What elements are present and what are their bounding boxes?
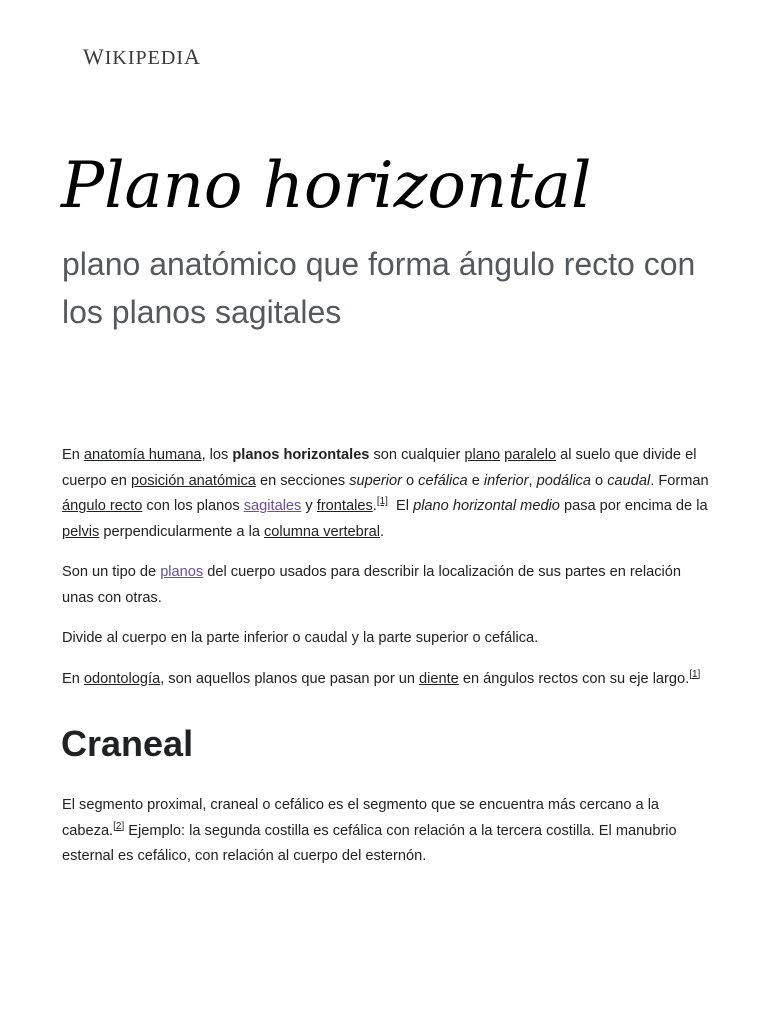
- link-planos[interactable]: planos: [160, 564, 204, 580]
- text: .: [380, 523, 385, 540]
- reference-link-2[interactable]: [2]: [113, 820, 125, 832]
- text: . Forman: [650, 472, 709, 489]
- text: y: [301, 498, 317, 514]
- link-pelvis[interactable]: pelvis: [62, 523, 100, 540]
- paragraph-craneal: [62, 793, 712, 870]
- link-diente[interactable]: diente: [419, 670, 459, 687]
- link-paralelo[interactable]: paralelo: [504, 447, 557, 463]
- paragraph-tipo: [62, 560, 712, 611]
- article-body: [62, 443, 712, 885]
- section-heading-craneal: Craneal: [61, 723, 194, 764]
- text: del cuerpo usados para describir la localización de sus partes en relación unas con otras.: [62, 564, 682, 606]
- text: en secciones: [255, 472, 350, 489]
- italic-term: cefálica: [418, 472, 468, 489]
- page-subtitle: plano anatómico que forma ángulo recto con los planos sagitales: [62, 246, 696, 330]
- reference-link-1[interactable]: [1]: [689, 668, 701, 680]
- link-columna-vertebral[interactable]: columna vertebral: [264, 523, 380, 540]
- italic-term: inferior: [483, 472, 529, 489]
- paragraph-divide: Divide al cuerpo en la parte inferior o caudal y la parte superior o cefálica.: [62, 630, 539, 646]
- paragraph-odontologia: [62, 667, 712, 693]
- text: pasa por encima de la: [559, 498, 708, 514]
- link-posicion-anatomica[interactable]: posición anatómica: [130, 472, 256, 489]
- text: En: [62, 447, 84, 463]
- italic-term: plano horizontal medio: [413, 498, 560, 514]
- wikipedia-logo[interactable]: [83, 44, 201, 70]
- page-title: Plano horizontal: [61, 149, 592, 223]
- text: El: [387, 498, 414, 514]
- text: con los planos: [142, 498, 244, 514]
- reference: [377, 496, 388, 507]
- italic-term: podálica: [536, 472, 591, 489]
- logo-letter: A: [183, 44, 201, 69]
- link-angulo-recto[interactable]: ángulo recto: [62, 498, 143, 514]
- text: ,: [528, 472, 537, 489]
- reference: [113, 821, 124, 832]
- link-anatomia-humana[interactable]: anatomía humana: [83, 447, 202, 463]
- text: e: [467, 472, 484, 489]
- reference: [689, 669, 700, 680]
- link-plano[interactable]: plano: [464, 447, 501, 463]
- text: en ángulos rectos con su eje largo.: [458, 670, 690, 687]
- paragraph-intro: [62, 443, 712, 545]
- link-sagitales[interactable]: sagitales: [243, 498, 302, 514]
- text: En: [62, 670, 84, 687]
- text: , son aquellos planos que pasan por un: [160, 670, 420, 687]
- logo-letter: W: [83, 44, 105, 69]
- link-odontologia[interactable]: odontología: [83, 670, 161, 687]
- link-frontales[interactable]: frontales: [316, 498, 373, 514]
- text: perpendicularmente a la: [99, 523, 264, 540]
- italic-term: caudal: [607, 472, 651, 489]
- text: al suelo que divide el cuerpo en: [62, 447, 697, 489]
- text: o: [401, 472, 419, 489]
- logo-letters: IKIPEDI: [104, 47, 184, 69]
- text: .: [372, 498, 377, 514]
- bold-term: planos horizontales: [232, 447, 370, 463]
- italic-term: superior: [349, 472, 402, 489]
- text: Ejemplo: la segunda costilla es cefálica con relación a la tercera costilla. El manubrio esternal es cefálico, con relación al cuerpo del esternón.: [62, 822, 677, 865]
- text: El segmento proximal, craneal o cefálico es el segmento que se encuentra más cercano a la cabeza.: [62, 797, 660, 839]
- text: o: [590, 472, 608, 489]
- text: son cualquier: [369, 447, 465, 463]
- text: Son un tipo de: [62, 564, 161, 580]
- text: , los: [201, 447, 233, 463]
- reference-link-1[interactable]: [1]: [376, 496, 388, 508]
